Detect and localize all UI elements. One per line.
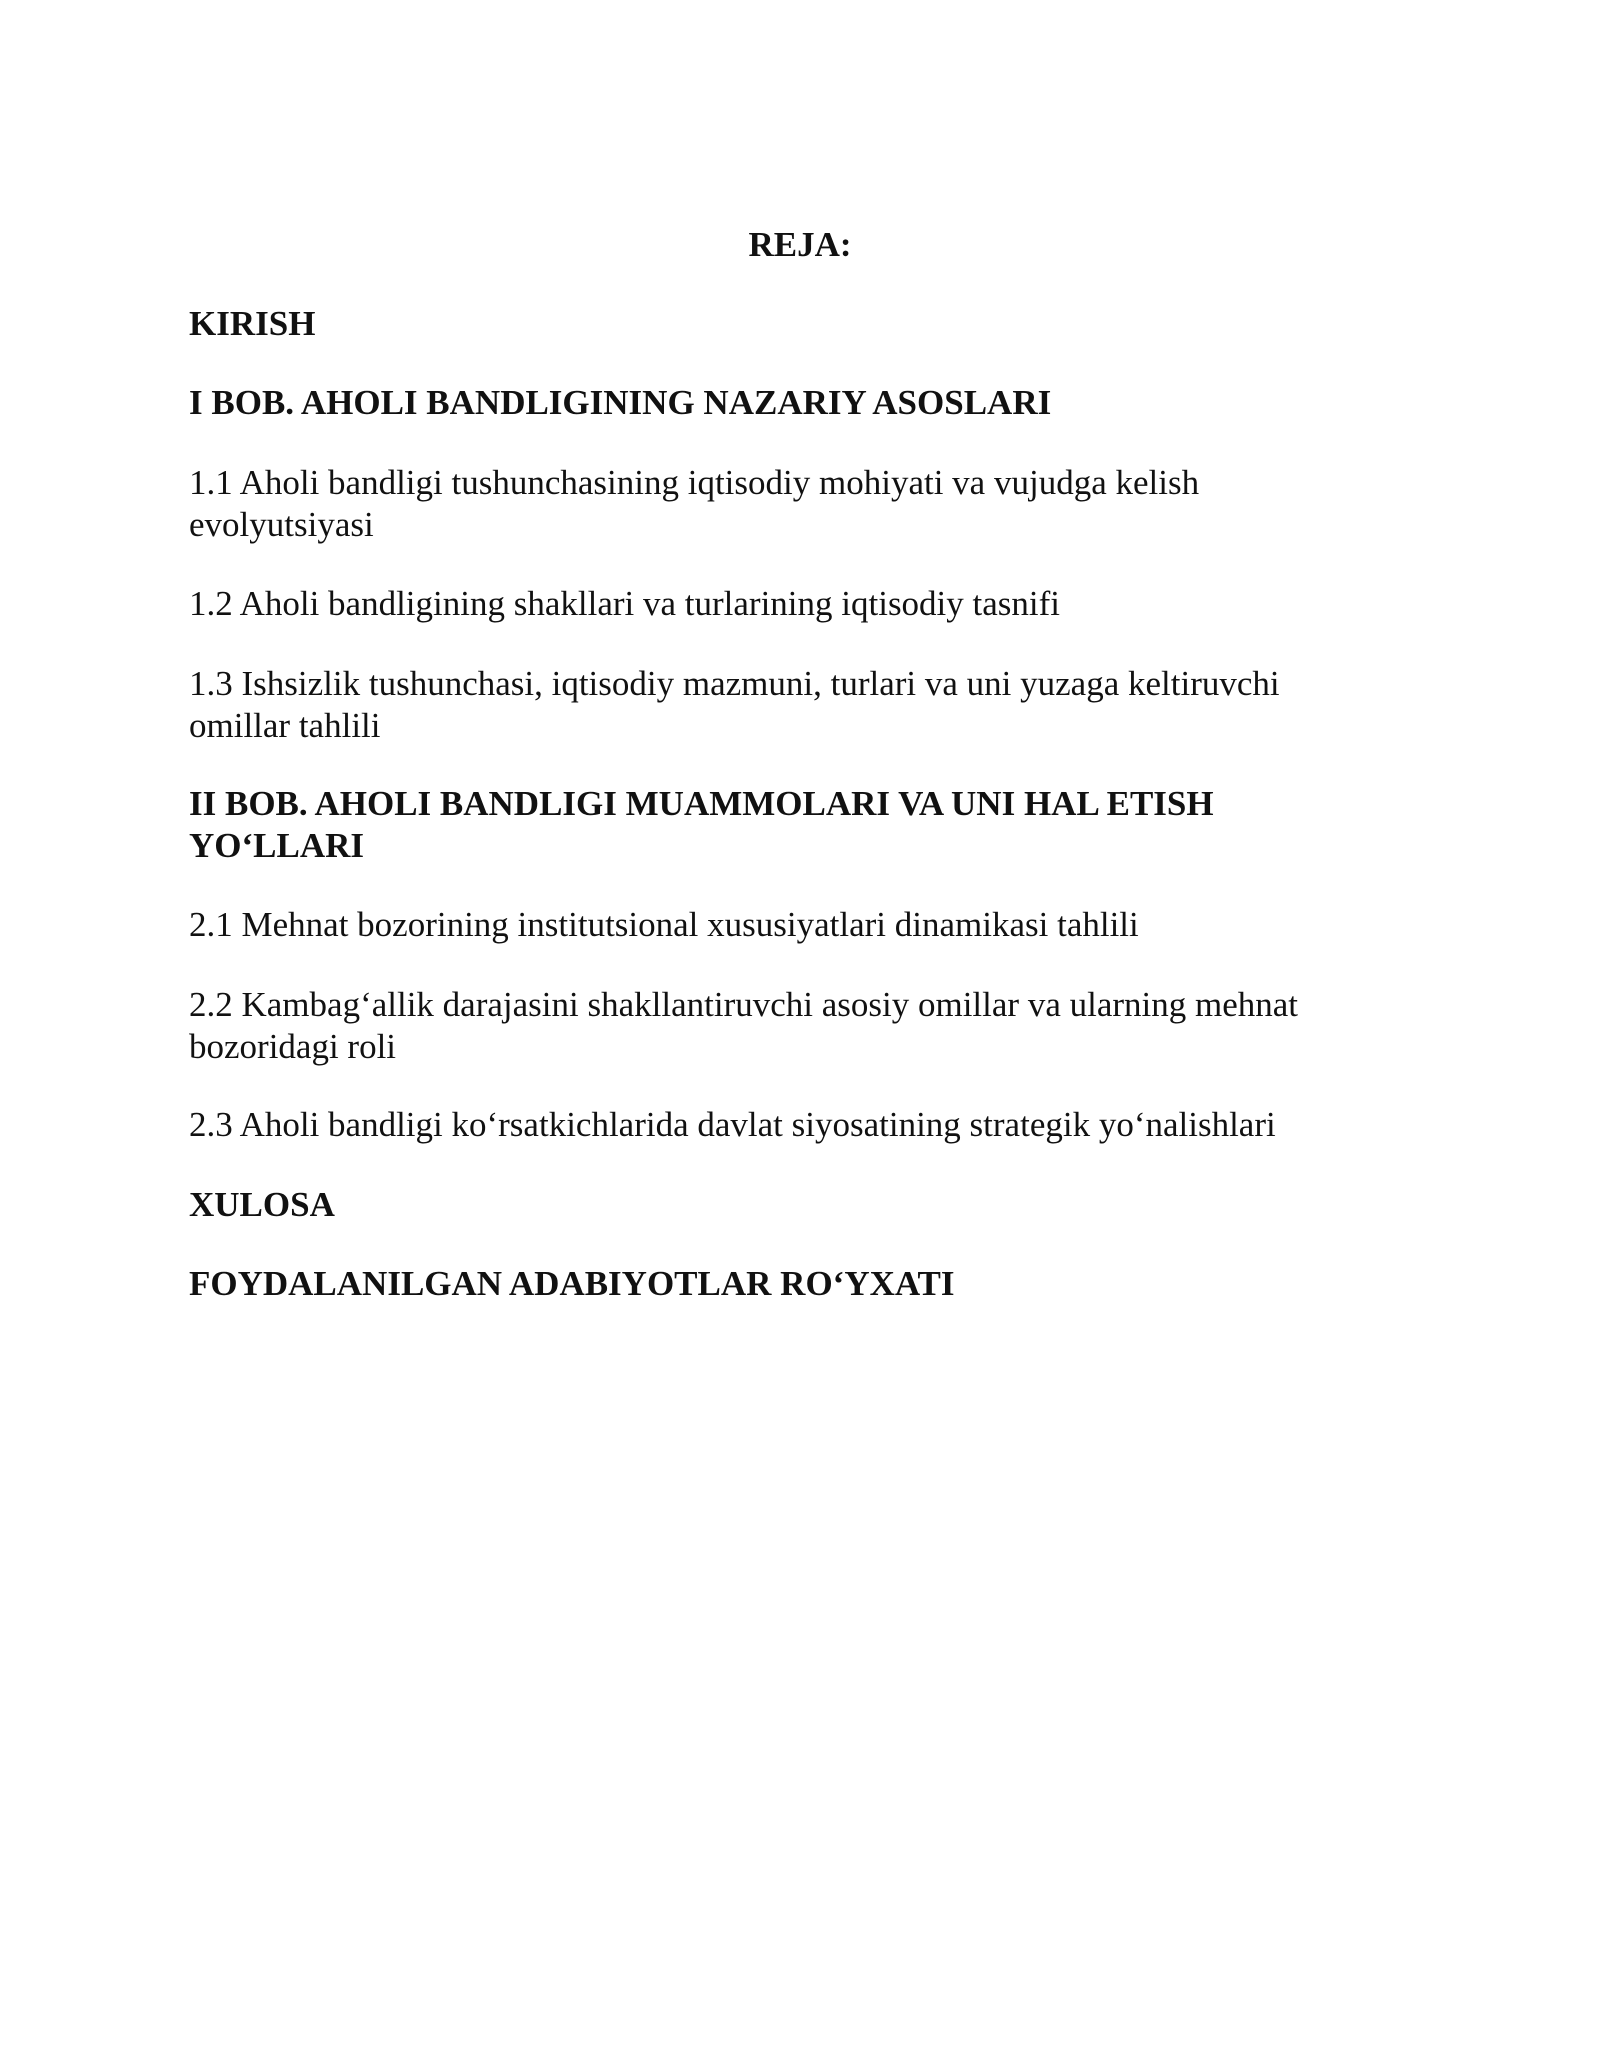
chapter1-item-1-line1: 1.1 Aholi bandligi tushunchasining iqtisodiy mohiyati va vujudga kelish [189, 463, 1200, 502]
section-conclusion: XULOSA [189, 1185, 335, 1224]
chapter2-heading-line1: II BOB. AHOLI BANDLIGI MUAMMOLARI VA UNI HAL ETISH [189, 784, 1214, 823]
section-intro: KIRISH [189, 304, 316, 343]
chapter1-item-2: 1.2 Aholi bandligining shakllari va turlarining iqtisodiy tasnifi [189, 584, 1061, 623]
chapter2-heading-line2: YO‘LLARI [189, 826, 365, 865]
chapter2-item-2-line2: bozoridagi roli [189, 1027, 397, 1066]
chapter2-item-3: 2.3 Aholi bandligi ko‘rsatkichlarida davlat siyosatining strategik yo‘nalishlari [189, 1105, 1276, 1144]
chapter1-item-1-line2: evolyutsiyasi [189, 505, 374, 544]
chapter1-heading: I BOB. AHOLI BANDLIGINING NAZARIY ASOSLARI [189, 383, 1052, 422]
section-references: FOYDALANILGAN ADABIYOTLAR RO‘YXATI [189, 1264, 955, 1303]
chapter1-item-3-line2: omillar tahlili [189, 706, 381, 745]
chapter1-item-3-line1: 1.3 Ishsizlik tushunchasi, iqtisodiy mazmuni, turlari va uni yuzaga keltiruvchi [189, 664, 1280, 703]
chapter2-item-2-line1: 2.2 Kambag‘allik darajasini shakllantiruvchi asosiy omillar va ularning mehnat [189, 985, 1299, 1024]
chapter2-item-1: 2.1 Mehnat bozorining institutsional xususiyatlari dinamikasi tahlili [189, 905, 1139, 944]
page-title: REJA: [748, 225, 852, 264]
